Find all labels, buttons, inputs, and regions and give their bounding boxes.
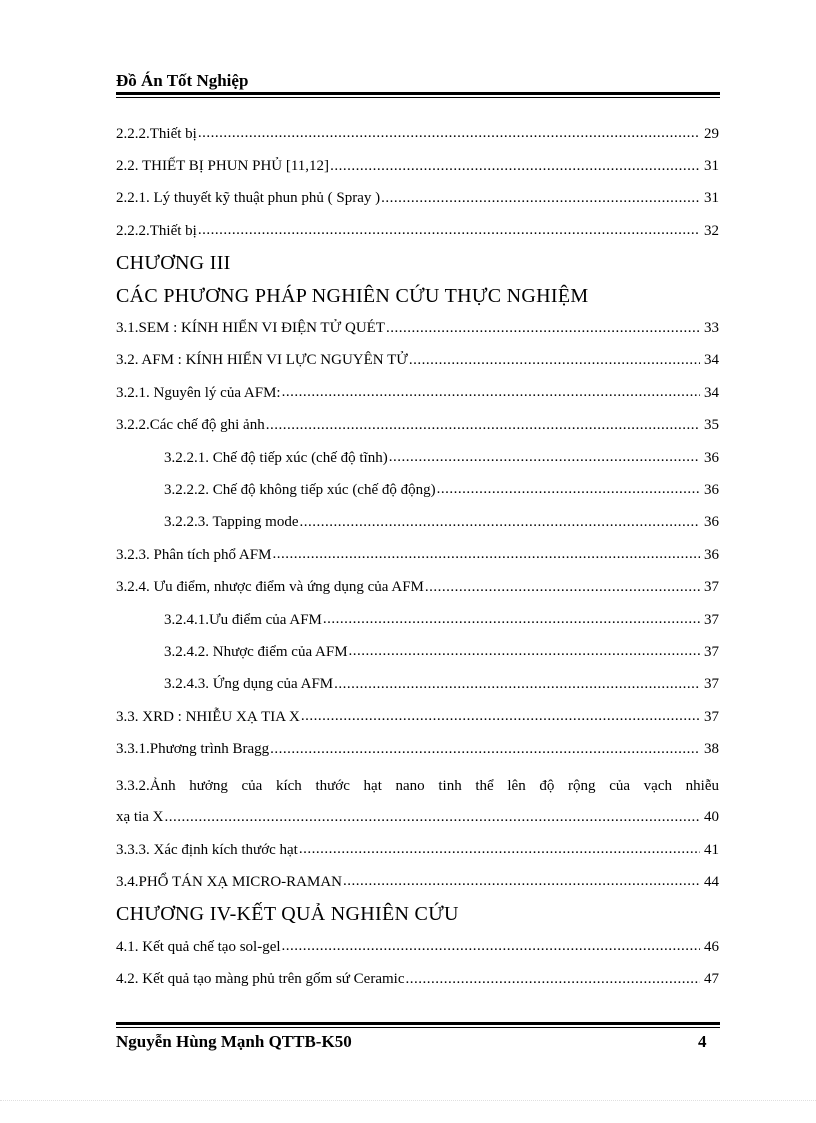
toc-entry-page: 37 xyxy=(704,579,719,596)
toc-entry[interactable] xyxy=(116,701,719,733)
document-header-title: Đồ Án Tốt Nghiệp xyxy=(116,71,249,90)
toc-entry[interactable] xyxy=(116,571,719,603)
toc-entry-title: 3.3.3. Xác định kích thước hạt xyxy=(116,841,298,858)
toc-leader-dots xyxy=(437,481,700,499)
toc-entry-title: 3.4.PHỔ TÁN XẠ MICRO-RAMAN xyxy=(116,873,342,890)
toc-entry-title: 2.2. THIẾT BỊ PHUN PHỦ [11,12] xyxy=(116,158,330,175)
toc-entry[interactable] xyxy=(116,766,719,834)
toc-leader-dots xyxy=(323,611,700,629)
toc-leader-dots xyxy=(330,158,700,176)
toc-leader-dots xyxy=(270,741,700,759)
toc-entry-title-line1: 3.3.2.Ảnh hưởng của kích thước hạt nano tinh thể lên độ rộng của vạch nhiễu xyxy=(116,777,719,794)
footer-page-number: 4 xyxy=(698,1032,707,1051)
toc-entry-title: 2.2.2.Thiết bị xyxy=(116,222,197,239)
toc-entry[interactable] xyxy=(116,931,719,963)
toc-leader-dots xyxy=(409,352,700,370)
toc-entry-title: 3.2.4.1.Ưu điểm của AFM xyxy=(164,611,322,628)
toc-entry-page: 37 xyxy=(704,708,719,725)
toc-entry-page: 34 xyxy=(704,384,719,401)
toc-entry-title: 4.1. Kết quả chế tạo sol-gel xyxy=(116,938,281,955)
toc-entry-title: 3.2.4. Ưu điểm, nhược điểm và ứng dụng của AFM xyxy=(116,579,424,596)
toc-leader-dots xyxy=(282,938,700,956)
toc-leader-dots xyxy=(299,841,700,859)
toc-entry-page: 41 xyxy=(704,841,719,858)
toc-leader-dots xyxy=(334,676,700,694)
toc-entry[interactable] xyxy=(116,183,719,215)
toc-entry-page: 31 xyxy=(704,190,719,207)
toc-entry-title: 3.2.4.3. Ứng dụng của AFM xyxy=(164,676,334,693)
toc-leader-dots xyxy=(164,809,700,827)
header-double-rule xyxy=(116,92,720,98)
toc-entry-title-line2: xạ tia X xyxy=(116,809,164,826)
toc-entry-page: 31 xyxy=(704,158,719,175)
toc-subentry[interactable] xyxy=(116,474,719,506)
toc-entry-page: 46 xyxy=(704,938,719,955)
toc-leader-dots xyxy=(198,125,700,143)
toc-leader-dots xyxy=(405,971,700,989)
toc-leader-dots xyxy=(425,579,700,597)
toc-entry-page: 37 xyxy=(704,676,719,693)
toc-entry-title: 3.2.3. Phân tích phổ AFM xyxy=(116,546,272,563)
toc-subentry[interactable] xyxy=(116,636,719,668)
toc-entry-page: 40 xyxy=(704,809,719,826)
toc-entry[interactable] xyxy=(116,215,719,247)
toc-leader-dots xyxy=(300,514,701,532)
page-bottom-dotted-line xyxy=(0,1100,816,1101)
toc-leader-dots xyxy=(282,384,700,402)
toc-entry-title: 2.2.2.Thiết bị xyxy=(116,125,197,142)
toc-entry-title: 2.2.1. Lý thuyết kỹ thuật phun phủ ( Spray ) xyxy=(116,190,381,207)
toc-entry-page: 37 xyxy=(704,643,719,660)
toc-entry-title: 3.3. XRD : NHIỄU XẠ TIA X xyxy=(116,708,300,725)
toc-leader-dots xyxy=(198,222,700,240)
toc-chapter-heading: CÁC PHƯƠNG PHÁP NGHIÊN CỨU THỰC NGHIỆM xyxy=(116,284,589,307)
toc-entry-title: 3.2.1. Nguyên lý của AFM: xyxy=(116,384,281,401)
toc-entry-page: 44 xyxy=(704,873,719,890)
toc-entry-title: 3.2.2.2. Chế độ không tiếp xúc (chế độ động) xyxy=(164,481,436,498)
toc-subentry[interactable] xyxy=(116,442,719,474)
toc-entry[interactable] xyxy=(116,410,719,442)
toc-entry[interactable] xyxy=(116,150,719,182)
toc-entry-page: 37 xyxy=(704,611,719,628)
toc-entry-title: 3.2.4.2. Nhược điểm của AFM xyxy=(164,643,348,660)
toc-leader-dots xyxy=(386,320,700,338)
toc-entry[interactable] xyxy=(116,866,719,898)
toc-leader-dots xyxy=(301,708,700,726)
toc-leader-dots xyxy=(381,190,700,208)
toc-entry-page: 34 xyxy=(704,352,719,369)
toc-entry-title: 3.1.SEM : KÍNH HIỂN VI ĐIỆN TỬ QUÉT xyxy=(116,320,385,337)
toc-leader-dots xyxy=(266,417,700,435)
footer-double-rule xyxy=(116,1022,720,1028)
toc-entry-page: 36 xyxy=(704,514,719,531)
toc-leader-dots xyxy=(272,546,700,564)
toc-leader-dots xyxy=(389,449,700,467)
toc-entry[interactable] xyxy=(116,539,719,571)
toc-entry-title: 3.2.2.3. Tapping mode xyxy=(164,514,299,531)
table-of-contents xyxy=(116,118,719,996)
toc-entry[interactable] xyxy=(116,377,719,409)
toc-entry[interactable] xyxy=(116,834,719,866)
toc-leader-dots xyxy=(343,873,700,891)
toc-entry-page: 29 xyxy=(704,125,719,142)
toc-subentry[interactable] xyxy=(116,604,719,636)
toc-leader-dots xyxy=(349,643,700,661)
toc-chapter-heading: CHƯƠNG III xyxy=(116,252,231,275)
toc-entry[interactable] xyxy=(116,345,719,377)
toc-entry-title: 3.2. AFM : KÍNH HIỂN VI LỰC NGUYÊN TỬ xyxy=(116,352,408,369)
toc-entry-page: 35 xyxy=(704,417,719,434)
toc-entry[interactable] xyxy=(116,312,719,344)
toc-entry-page: 33 xyxy=(704,320,719,337)
toc-entry-page: 47 xyxy=(704,971,719,988)
toc-chapter-heading: CHƯƠNG IV-KẾT QUẢ NGHIÊN CỨU xyxy=(116,903,459,926)
toc-entry-page: 36 xyxy=(704,449,719,466)
toc-entry-page: 32 xyxy=(704,222,719,239)
toc-subentry[interactable] xyxy=(116,669,719,701)
toc-entry-title: 4.2. Kết quả tạo màng phủ trên gốm sứ Ceramic xyxy=(116,971,405,988)
toc-entry-page: 38 xyxy=(704,741,719,758)
toc-entry-title: 3.3.1.Phương trình Bragg xyxy=(116,741,270,758)
toc-entry[interactable] xyxy=(116,963,719,995)
toc-entry[interactable] xyxy=(116,118,719,150)
toc-entry-page: 36 xyxy=(704,481,719,498)
toc-entry[interactable] xyxy=(116,733,719,765)
toc-subentry[interactable] xyxy=(116,507,719,539)
footer-author: Nguyễn Hùng Mạnh QTTB-K50 xyxy=(116,1032,352,1051)
toc-entry-page: 36 xyxy=(704,546,719,563)
toc-entry-title: 3.2.2.Các chế độ ghi ảnh xyxy=(116,417,265,434)
toc-entry-title: 3.2.2.1. Chế độ tiếp xúc (chế độ tĩnh) xyxy=(164,449,388,466)
